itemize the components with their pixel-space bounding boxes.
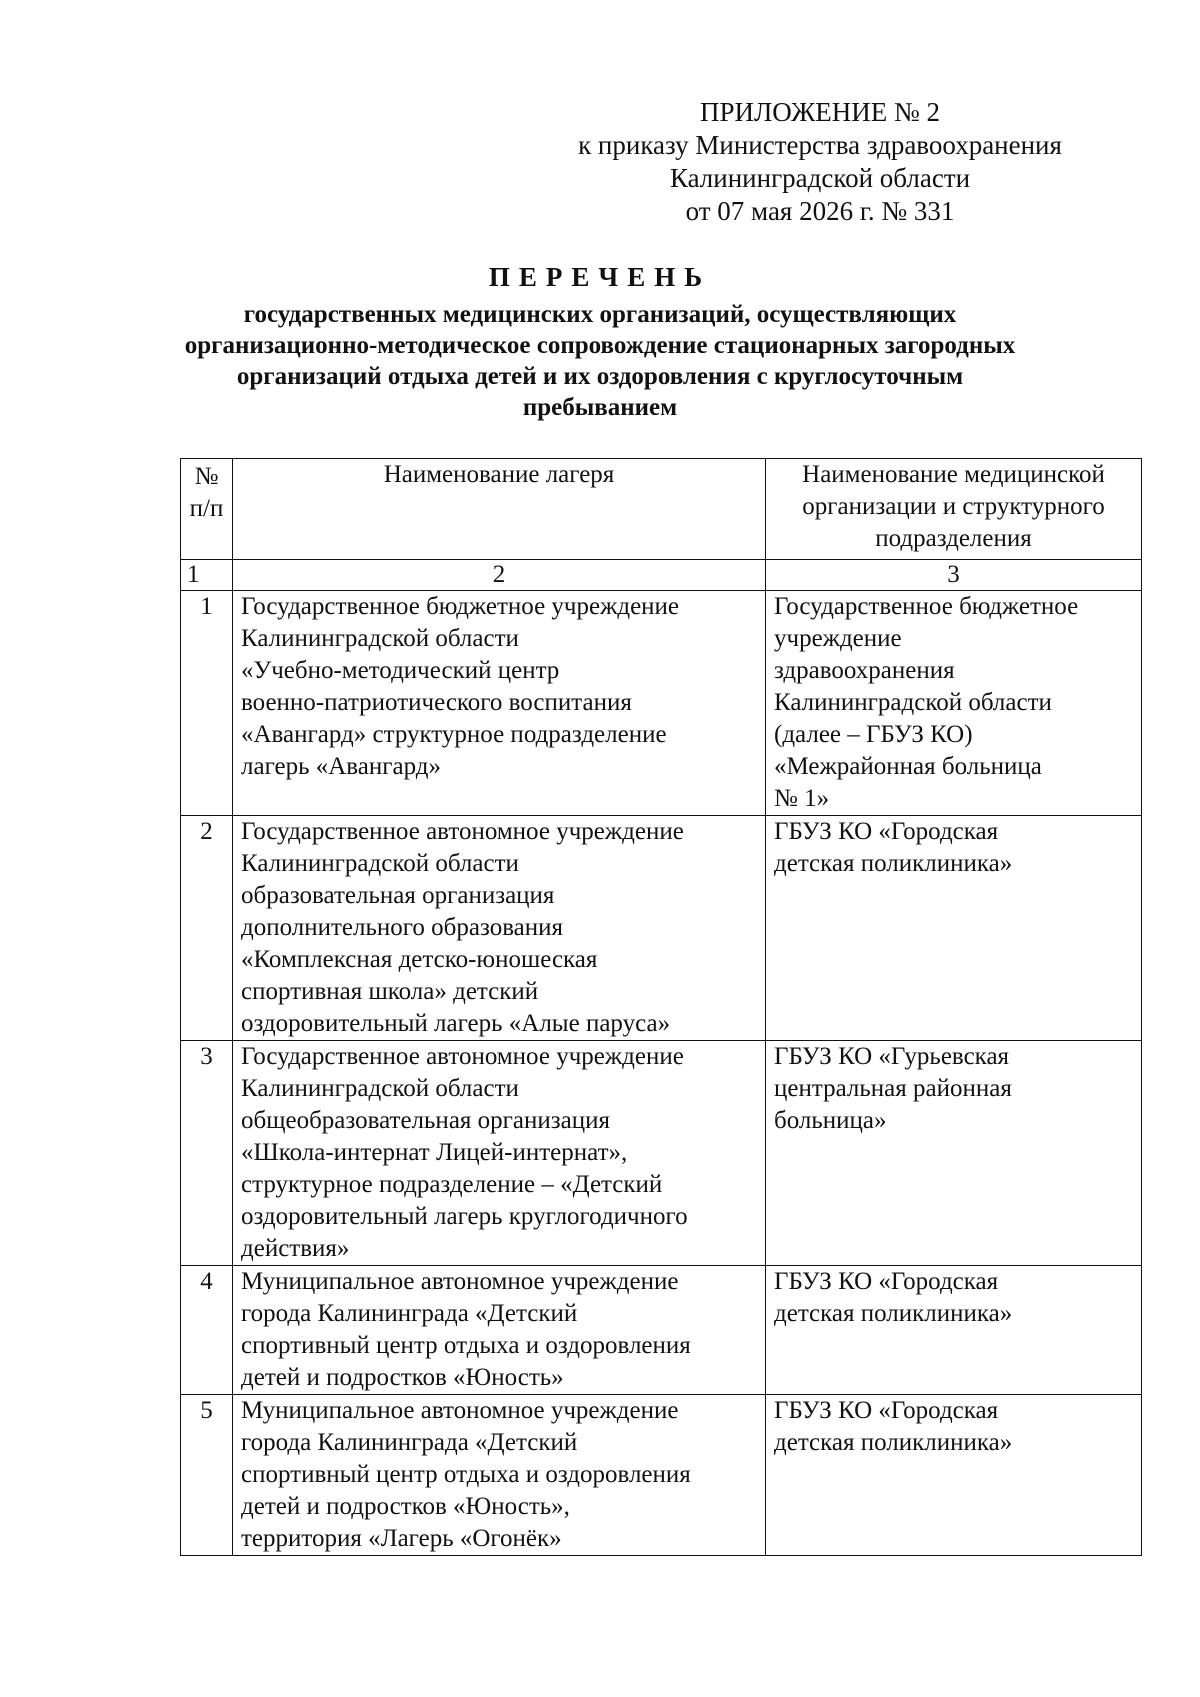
table-header-row [181,459,1142,560]
medical-org-line: ГБУЗ КО «Городская [774,1268,999,1295]
header-org [766,459,1142,560]
medical-org-line: ГБУЗ КО «Городская [774,1397,999,1424]
organizations-table [180,458,1142,1556]
camp-name-line: города Калининграда «Детский [241,1429,578,1456]
medical-org-line: детская поликлиника» [774,1300,1013,1327]
title-line: государственных медицинских организаций, осуществляющих [243,301,957,328]
title-line: организационно-методическое сопровождение стационарных загородных [184,332,1016,359]
medical-org-cell [766,1041,1142,1266]
camp-name-line: «Учебно-методический центр [241,657,560,684]
camp-name-line: действия» [241,1235,350,1262]
camp-name-cell [233,1395,766,1556]
camp-name-line: военно-патриотического воспитания [241,689,632,716]
camp-name-line: детей и подростков «Юность», [241,1493,570,1520]
row-number: 3 [181,1041,233,1266]
document-title [100,262,1100,423]
table-row [181,1041,1142,1266]
medical-org-line: Калининградской области [774,689,1052,716]
medical-org-line: «Межрайонная больница [774,753,1042,780]
camp-name-line: спортивный центр отдыха и оздоровления [241,1332,691,1359]
camp-name-line: структурное подразделение – «Детский [241,1171,663,1198]
header-org-line: организации и структурного [802,493,1105,520]
header-num-line: п/п [189,495,224,522]
header-num [181,459,233,560]
column-number: 3 [766,560,1142,591]
medical-org-line: № 1» [774,785,830,812]
camp-name-line: Муниципальное автономное учреждение [241,1397,679,1424]
camp-name-line: Государственное автономное учреждение [241,818,684,845]
row-number: 5 [181,1395,233,1556]
medical-org-line: учреждение [774,625,902,652]
table-row [181,591,1142,816]
row-number: 2 [181,816,233,1041]
medical-org-line: здравоохранения [774,657,955,684]
medical-org-line: детская поликлиника» [774,850,1013,877]
camp-name-line: спортивный центр отдыха и оздоровления [241,1461,691,1488]
camp-name-cell [233,591,766,816]
title-line: пребыванием [522,394,678,421]
camp-name-line: Муниципальное автономное учреждение [241,1268,679,1295]
camp-name-line: спортивная школа» детский [241,978,539,1005]
camp-name-line: «Комплексная детско-юношеская [241,946,598,973]
table-row [181,1395,1142,1556]
camp-name-line: Государственное автономное учреждение [241,1043,684,1070]
medical-org-line: ГБУЗ КО «Городская [774,818,999,845]
camp-name-cell [233,1266,766,1395]
column-number: 2 [233,560,766,591]
camp-name-line: Калининградской области [241,625,519,652]
medical-org-line: центральная районная [774,1075,1012,1102]
medical-org-cell [766,816,1142,1041]
camp-name-line: территория «Лагерь «Огонёк» [241,1525,562,1552]
camp-name-line: Государственное бюджетное учреждение [241,593,680,620]
title-heading: ПЕРЕЧЕНЬ [488,262,712,292]
camp-name-line: оздоровительный лагерь круглогодичного [241,1203,688,1230]
camp-name-line: города Калининграда «Детский [241,1300,578,1327]
header-org-line: подразделения [875,525,1032,552]
column-number-row [181,560,1142,591]
header-org-line: Наименование медицинской [802,461,1105,488]
header-num-line: № [194,463,219,490]
camp-name-line: Калининградской области [241,850,519,877]
header-camp [233,459,766,560]
camp-name-cell [233,816,766,1041]
appendix-date: от 07 мая 2026 г. № 331 [685,196,955,226]
camp-name-cell [233,1041,766,1266]
appendix-region: Калининградской области [669,163,971,193]
camp-name-line: оздоровительный лагерь «Алые паруса» [241,1010,671,1037]
medical-org-cell [766,1395,1142,1556]
medical-org-cell [766,1266,1142,1395]
table-row [181,1266,1142,1395]
header-camp-line: Наименование лагеря [383,461,615,488]
row-number: 4 [181,1266,233,1395]
medical-org-cell [766,591,1142,816]
medical-org-line: Государственное бюджетное [774,593,1079,620]
camp-name-line: лагерь «Авангард» [241,753,441,780]
appendix-title: ПРИЛОЖЕНИЕ № 2 [699,97,941,127]
medical-org-line: (далее – ГБУЗ КО) [774,721,973,748]
appendix-block [500,96,1140,228]
column-number: 1 [181,560,233,591]
medical-org-line: больница» [774,1107,887,1134]
title-line: организаций отдыха детей и их оздоровления с круглосуточным [236,363,964,390]
medical-org-line: детская поликлиника» [774,1429,1013,1456]
camp-name-line: «Школа-интернат Лицей-интернат», [241,1139,628,1166]
camp-name-line: детей и подростков «Юность» [241,1364,564,1391]
table-body [181,591,1142,1556]
camp-name-line: дополнительного образования [241,914,564,941]
camp-name-line: Калининградской области [241,1075,519,1102]
row-number: 1 [181,591,233,816]
medical-org-line: ГБУЗ КО «Гурьевская [774,1043,1010,1070]
table-row [181,816,1142,1041]
camp-name-line: образовательная организация [241,882,555,909]
appendix-order-ref: к приказу Министерства здравоохранения [578,130,1062,160]
camp-name-line: общеобразовательная организация [241,1107,610,1134]
camp-name-line: «Авангард» структурное подразделение [241,721,667,748]
